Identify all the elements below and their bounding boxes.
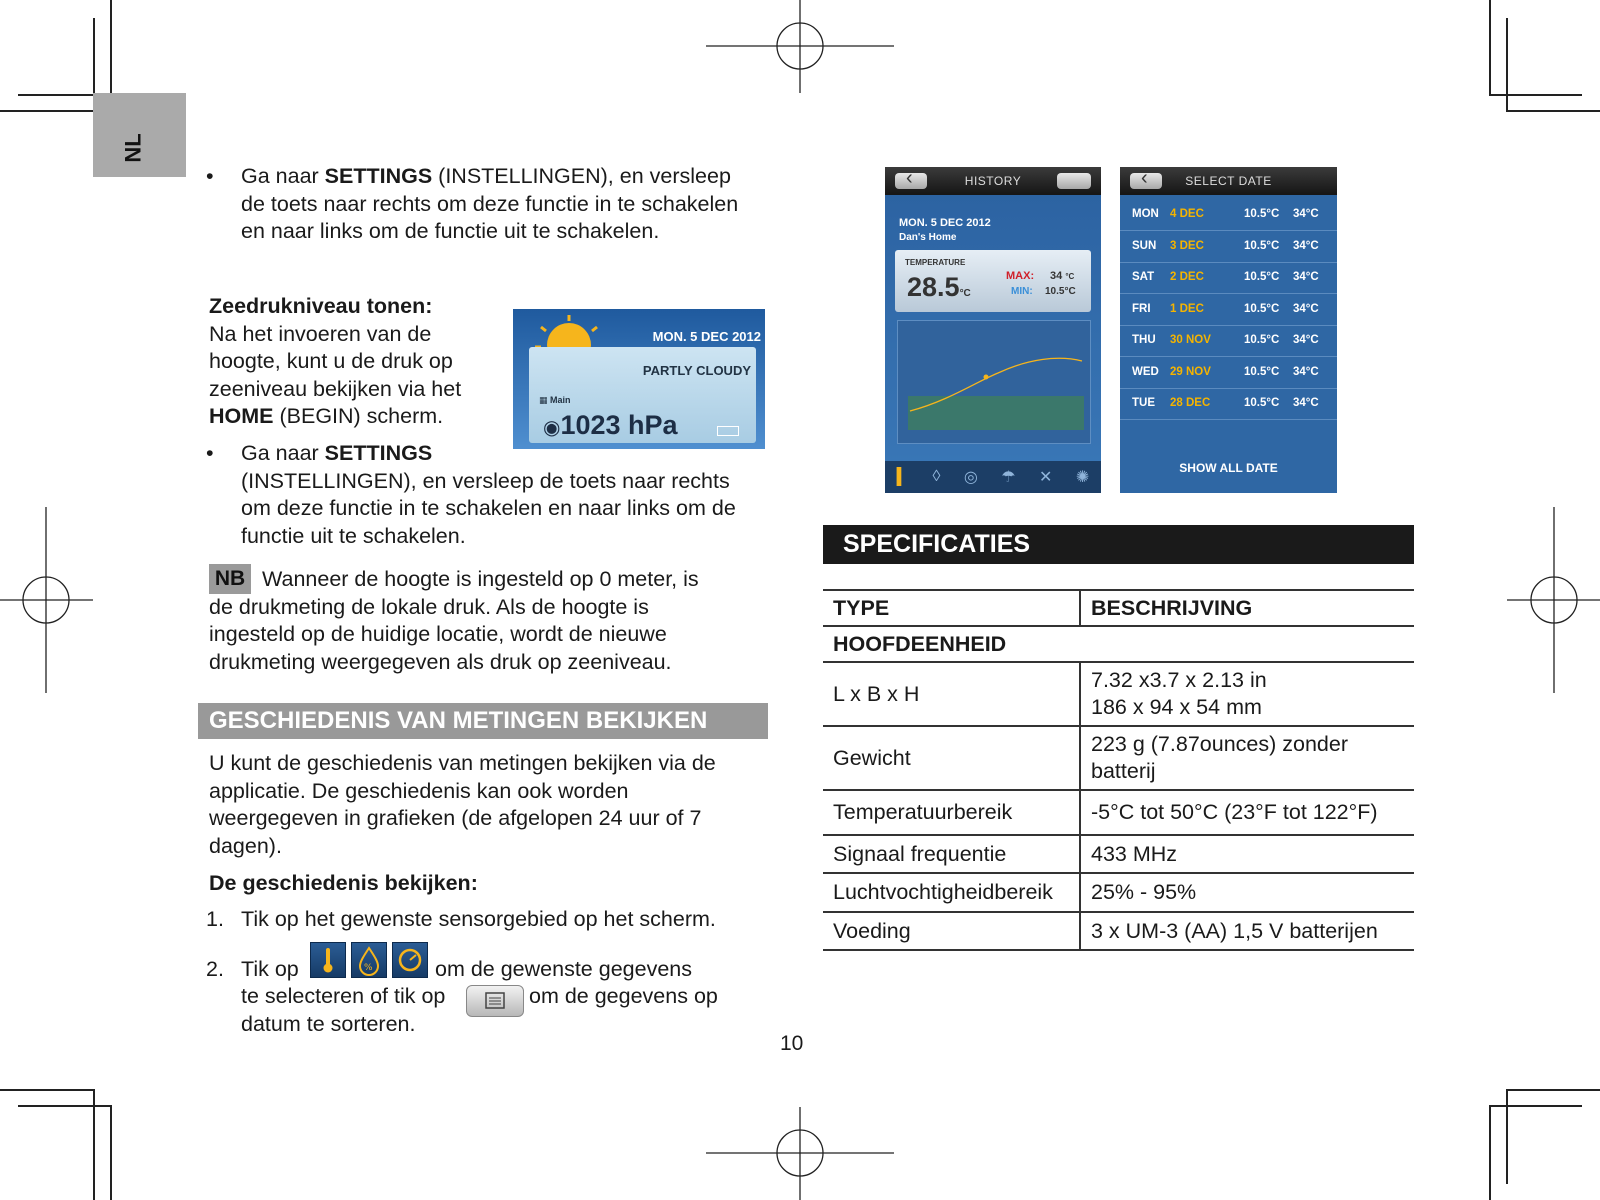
table-header-row [823,590,1414,626]
history-home: Dan's Home [899,232,957,243]
spec-type: Temperatuurbereik [823,790,1080,835]
table-row [823,873,1414,912]
bullet-dot: • [206,441,214,465]
row-min-temp: 10.5°C [1244,397,1280,409]
row-day: WED [1132,365,1159,378]
bullet-dot: • [206,164,214,188]
step-2-text-c: te selecteren of tik op [241,984,446,1008]
spec-type: Voeding [823,912,1080,950]
row-date: 3 DEC [1170,239,1204,252]
nb-text: Wanneer de hoogte is ingesteld op 0 meter, is de drukmeting de lokale druk. Als de hoogte is ingesteld op de huidige locatie, wordt de nieuwe drukmeting weergegeven als druk op zeeniveau. [209,567,699,674]
page-number: 10 [780,1032,804,1055]
spec-type: Luchtvochtigheidbereik [823,873,1080,912]
row-min-temp: 10.5°C [1244,208,1280,220]
tab-humidity-icon[interactable]: ◊ [932,468,941,485]
history-graph [897,320,1091,444]
spec-desc: 25% - 95% [1080,873,1414,912]
language-tab [93,93,186,177]
tab-wind-icon[interactable]: ✕ [1039,469,1053,486]
bullet-settings-1: Ga naar SETTINGS (INSTELLINGEN), en versleep de toets naar rechts om deze functie in te schakelen en naar links om de functie uit te schakelen. [241,164,739,243]
date-list-item[interactable] [1120,388,1337,420]
row-day: MON [1132,208,1159,220]
row-day: SAT [1132,271,1155,283]
row-date: 2 DEC [1170,271,1204,283]
thermometer-icon [310,942,346,978]
step-2-text-b: om de gewenste gegevens [435,957,692,981]
col-description-header: BESCHRIJVING [1080,590,1414,626]
row-date: 28 DEC [1170,397,1211,409]
humidity-icon [351,942,387,978]
table-row [823,662,1414,726]
row-date: 29 NOV [1170,365,1211,378]
language-label: NL [120,133,146,163]
calendar-button[interactable] [1057,173,1091,189]
row-min-temp: 10.5°C [1244,365,1280,378]
row-day: THU [1132,334,1156,346]
row-max-temp: 34°C [1293,397,1319,409]
nb-badge: NB [209,564,251,594]
row-date: 4 DEC [1170,208,1204,220]
temp-label: TEMPERATURE [905,258,966,267]
weather-widget [513,309,765,449]
spec-desc: 433 MHz [1080,835,1414,873]
table-row [823,835,1414,873]
show-all-date-button[interactable]: SHOW ALL DATE [1179,461,1278,475]
row-max-temp: 34°C [1293,302,1319,315]
col-type-header: TYPE [823,590,1080,626]
spec-desc: 3 x UM-3 (AA) 1,5 V batterijen [1080,912,1414,950]
back-button[interactable] [895,173,927,189]
date-list-item[interactable] [1120,199,1337,231]
date-list-item[interactable] [1120,231,1337,263]
history-date: MON. 5 DEC 2012 [899,217,991,229]
battery-icon [717,426,739,436]
row-day: TUE [1132,397,1155,409]
row-day: FRI [1132,302,1151,315]
row-day: SUN [1132,239,1157,252]
svg-text:%: % [364,963,373,973]
tab-pressure-icon[interactable]: ◎ [963,469,978,486]
max-label: MAX: [1006,270,1035,282]
max-value: 34 °C [1050,270,1075,282]
spec-type: Gewicht [823,726,1080,790]
back-button[interactable] [1130,173,1162,189]
row-date: 1 DEC [1170,302,1204,315]
history-tabbar [885,461,1101,493]
section-row [823,626,1414,662]
row-date: 30 NOV [1170,334,1211,346]
row-min-temp: 10.5°C [1244,302,1280,315]
history-title-bar: HISTORY [885,167,1101,195]
date-list-item[interactable] [1120,357,1337,389]
step-2-text-e: datum te sorteren. [241,1012,416,1036]
widget-location: ▦ Main [539,395,571,405]
temp-value: 28.5°C [907,272,971,302]
sealevel-heading: Zeedrukniveau tonen: [209,294,433,318]
spec-desc: 223 g (7.87ounces) zonder batterij [1080,726,1414,790]
step-2-text-a: Tik op [241,957,299,981]
date-list-item[interactable] [1120,262,1337,294]
table-row [823,912,1414,950]
main-unit-label: HOOFDEENHEID [823,626,1414,662]
step-1-text: Tik op het gewenste sensorgebied op het scherm. [241,907,716,931]
widget-condition: PARTLY CLOUDY [642,363,751,378]
temperature-panel [895,250,1091,312]
row-max-temp: 34°C [1293,239,1319,252]
history-text: U kunt de geschiedenis van metingen bekijken via de applicatie. De geschiedenis kan ook worden weergegeven in grafieken (de afgelopen 24 uur of 7 dagen). [209,751,716,858]
widget-date: MON. 5 DEC 2012 [652,329,761,344]
bullet-settings-2: Ga naar SETTINGS (INSTELLINGEN), en versleep de toets naar rechts om deze functie in te schakelen en naar links om de functie uit te schakelen. [241,441,736,548]
table-row [823,726,1414,790]
row-max-temp: 34°C [1293,208,1319,220]
tab-rain-icon[interactable]: ☂ [1001,469,1016,486]
tab-thermometer-icon[interactable]: ▍ [896,469,910,486]
table-row [823,790,1414,835]
row-min-temp: 10.5°C [1244,271,1280,283]
row-min-temp: 10.5°C [1244,239,1280,252]
row-min-temp: 10.5°C [1244,334,1280,346]
select-date-screen [1120,167,1337,493]
step-2-text-d: om de gegevens op [529,984,718,1008]
widget-pressure: ◉1023 hPa [543,410,678,440]
tab-sun-icon[interactable]: ✺ [1075,469,1090,486]
sealevel-section: Zeedrukniveau tonen: Na het invoeren van de hoogte, kunt u de druk op zeeniveau bekijken via het HOME (BEGIN) scherm. [209,294,462,428]
specifications-table [823,589,1414,951]
select-date-title-bar: SELECT DATE [1120,167,1337,195]
row-max-temp: 34°C [1293,365,1319,378]
history-screen [885,167,1101,493]
step-1-number: 1. [206,907,224,931]
spec-type: L x B x H [823,662,1080,726]
date-list-item[interactable] [1120,325,1337,357]
min-label: MIN: [1011,286,1033,297]
view-history-heading: De geschiedenis bekijken: [209,871,478,895]
row-max-temp: 34°C [1293,271,1319,283]
spec-type: Signaal frequentie [823,835,1080,873]
calendar-icon [466,985,524,1017]
spec-desc: 7.32 x3.7 x 2.13 in 186 x 94 x 54 mm [1080,662,1414,726]
specifications-header: SPECIFICATIES [823,525,1414,564]
date-list-item[interactable] [1120,294,1337,326]
row-max-temp: 34°C [1293,334,1319,346]
min-value: 10.5°C [1045,286,1076,297]
spec-desc: -5°C tot 50°C (23°F tot 122°F) [1080,790,1414,835]
pressure-icon [392,942,428,978]
history-section-header: GESCHIEDENIS VAN METINGEN BEKIJKEN [198,703,768,739]
step-2-number: 2. [206,957,224,981]
pressure-gauge-icon: ◉ [543,417,561,439]
